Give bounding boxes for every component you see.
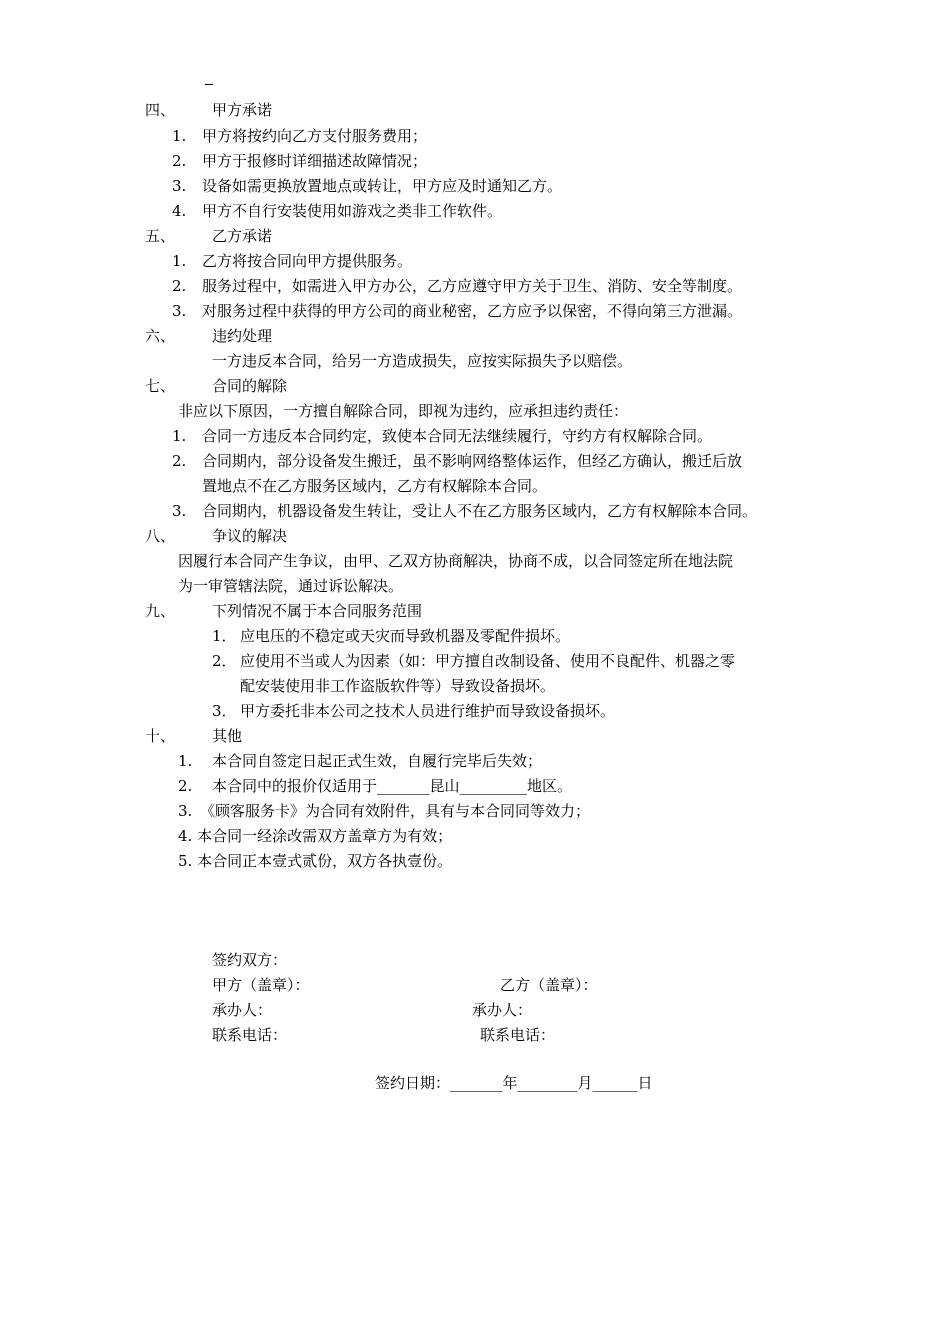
section-5-item-2: 服务过程中，如需进入甲方办公，乙方应遵守甲方关于卫生、消防、安全等制度。 — [202, 277, 743, 295]
section-10-item-1-num: 1. — [178, 752, 193, 770]
section-10-title: 其他 — [212, 727, 243, 745]
section-9-item-2-cont: 配安装使用非工作盗版软件等）导致设备损坏。 — [240, 677, 556, 695]
section-5-item-3: 对服务过程中获得的甲方公司的商业秘密，乙方应予以保密，不得向第三方泄漏。 — [202, 302, 743, 320]
section-5-title: 乙方承诺 — [212, 227, 273, 245]
section-9-item-1-num: 1． — [212, 627, 237, 645]
section-4-item-3: 设备如需更换放置地点或转让，甲方应及时通知乙方。 — [202, 177, 563, 195]
section-5-item-3-num: 3. — [172, 302, 187, 320]
section-7-item-2-num: 2. — [172, 452, 187, 470]
section-7-title: 合同的解除 — [212, 377, 288, 395]
section-7-item-1-num: 1. — [172, 427, 187, 445]
section-5-item-1: 乙方将按合同向甲方提供服务。 — [202, 252, 413, 270]
section-10-item-3-num: 3. — [178, 802, 193, 820]
section-9-item-2: 应使用不当或人为因素（如：甲方擅自改制设备、使用不良配件、机器之零 — [240, 652, 736, 670]
section-7-item-1: 合同一方违反本合同约定，致使本合同无法继续履行，守约方有权解除合同。 — [202, 427, 713, 445]
section-5-item-1-num: 1. — [172, 252, 187, 270]
section-7-item-3-num: 3. — [172, 502, 187, 520]
section-9-item-3-num: 3． — [212, 702, 237, 720]
party-b-seal: 乙方（盖章）： — [500, 976, 598, 994]
section-7-item-3: 合同期内，机器设备发生转让，受让人不在乙方服务区域内，乙方有权解除本合同。 — [202, 502, 758, 520]
section-6-number: 六、 — [145, 327, 176, 345]
section-4-item-2-num: 2. — [172, 152, 187, 170]
section-4-item-1: 甲方将按约向乙方支付服务费用； — [202, 127, 428, 145]
section-4-number: 四、 — [145, 101, 176, 119]
section-9-item-2-num: 2． — [212, 652, 237, 670]
top-mark — [205, 84, 213, 85]
party-b-handler: 承办人： — [472, 1001, 533, 1019]
section-9-item-1: 应电压的不稳定或天灾而导致机器及零配件损坏。 — [240, 627, 571, 645]
section-6-body: 一方违反本合同，给另一方造成损失，应按实际损失予以赔偿。 — [212, 352, 633, 370]
section-5-number: 五、 — [145, 227, 176, 245]
party-b-phone: 联系电话： — [480, 1026, 556, 1044]
section-5-item-2-num: 2. — [172, 277, 187, 295]
section-4-item-4: 甲方不自行安装使用如游戏之类非工作软件。 — [202, 202, 503, 220]
section-7-item-2: 合同期内，部分设备发生搬迁，虽不影响网络整体运作，但经乙方确认，搬迁后放 — [202, 452, 743, 470]
section-10-item-2: 本合同中的报价仅适用于_______昆山_________地区。 — [212, 777, 573, 795]
party-a-phone: 联系电话： — [212, 1026, 288, 1044]
party-a-seal: 甲方（盖章）： — [212, 976, 310, 994]
section-6-title: 违约处理 — [212, 327, 273, 345]
section-4-item-1-num: 1. — [172, 127, 187, 145]
section-7-item-2-cont: 置地点不在乙方服务区域内，乙方有权解除本合同。 — [202, 477, 548, 495]
section-10-item-1: 本合同自签定日起正式生效，自履行完毕后失效； — [212, 752, 543, 770]
section-7-number: 七、 — [145, 377, 176, 395]
section-9-item-3: 甲方委托非本公司之技术人员进行维护而导致设备损坏。 — [240, 702, 616, 720]
section-7-intro: 非应以下原因，一方擅自解除合同，即视为违约，应承担违约责任： — [178, 402, 629, 420]
section-9-title: 下列情况不属于本合同服务范围 — [212, 602, 423, 620]
section-8-number: 八、 — [145, 527, 176, 545]
section-10-item-2-num: 2. — [178, 777, 193, 795]
section-10-number: 十、 — [145, 727, 176, 745]
section-9-number: 九、 — [145, 602, 176, 620]
section-8-body-1: 因履行本合同产生争议，由甲、乙双方协商解决，协商不成，以合同签定所在地法院 — [178, 552, 734, 570]
section-8-title: 争议的解决 — [212, 527, 288, 545]
section-8-body-2: 为一审管辖法院，通过诉讼解决。 — [178, 577, 404, 595]
section-10-item-4: 4. 本合同一经涂改需双方盖章方为有效； — [178, 827, 453, 845]
section-4-item-2: 甲方于报修时详细描述故障情况； — [202, 152, 428, 170]
section-4-item-3-num: 3. — [172, 177, 187, 195]
section-10-item-3: 《顾客服务卡》为合同有效附件，具有与本合同同等效力； — [200, 802, 591, 820]
section-4-item-4-num: 4. — [172, 202, 187, 220]
signing-parties-label: 签约双方： — [212, 951, 288, 969]
section-4-title: 甲方承诺 — [212, 101, 273, 119]
section-10-item-5: 5. 本合同正本壹式贰份，双方各执壹份。 — [178, 852, 453, 870]
party-a-handler: 承办人： — [212, 1001, 273, 1019]
signing-date: 签约日期：_______年________月______日 — [375, 1074, 653, 1092]
